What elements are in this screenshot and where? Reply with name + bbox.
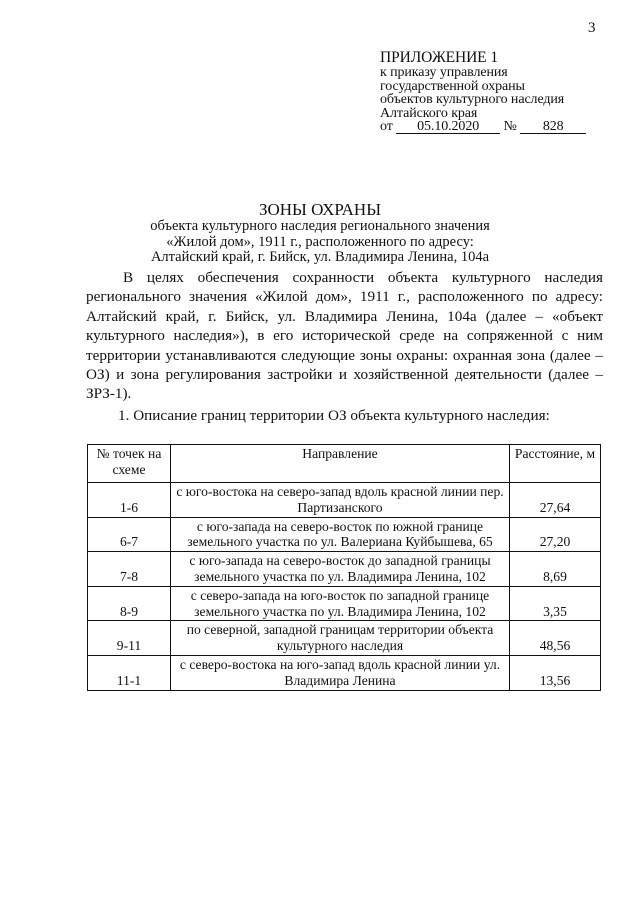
cell-direction: с юго-востока на северо-запад вдоль красной линии пер. Партизанского <box>171 483 510 518</box>
cell-points: 1-6 <box>88 483 171 518</box>
order-from-label: от <box>380 119 393 135</box>
cell-points: 6-7 <box>88 517 171 552</box>
appendix-title: ПРИЛОЖЕНИЕ 1 <box>380 49 498 66</box>
table-row <box>88 586 601 621</box>
cell-distance: 48,56 <box>510 621 601 656</box>
cell-distance: 27,20 <box>510 517 601 552</box>
order-date: 05.10.2020 <box>396 120 500 134</box>
title-line: объекта культурного наследия регионального значения <box>150 218 490 234</box>
table-row <box>88 517 601 552</box>
header-points: № точек на схеме <box>88 445 171 483</box>
table-header-row <box>88 445 601 483</box>
document-title-block <box>0 200 640 266</box>
appendix-line: Алтайского края <box>380 105 478 121</box>
header-distance: Расстояние, м <box>510 445 601 483</box>
boundary-table <box>87 444 601 691</box>
table-row <box>88 655 601 690</box>
appendix-line: объектов культурного наследия <box>380 92 565 108</box>
table-row <box>88 552 601 587</box>
order-number: 828 <box>520 120 586 134</box>
cell-direction: с северо-востока на юго-запад вдоль красной линии ул. Владимира Ленина <box>171 655 510 690</box>
page-number: 3 <box>588 20 596 36</box>
section-heading: 1. Описание границ территории ОЗ объекта культурного наследия: <box>118 407 550 424</box>
document-title: ЗОНЫ ОХРАНЫ <box>258 200 382 219</box>
cell-distance: 27,64 <box>510 483 601 518</box>
appendix-block <box>380 50 620 134</box>
body-text <box>86 268 603 404</box>
title-line: Алтайский край, г. Бийск, ул. Владимира Ленина, 104а <box>150 249 490 265</box>
intro-paragraph: В целях обеспечения сохранности объекта культурного наследия регионального значения «Жилой дом», 1911 г., расположенного по адресу: Алтайский край, г. Бийск, ул. Владимира Ленина, 104а (далее – «объект культурного наследия»), в его исторической среде на сопряженной с ним территории устанавливаются следующие зоны охраны: охранная зона (далее – ОЗ) и зона регулирования застройки и хозяйственной деятельности (далее – ЗРЗ-1). <box>86 269 603 403</box>
header-direction: Направление <box>171 445 510 483</box>
cell-direction: с юго-запада на северо-восток до западной границы земельного участка по ул. Владимира Ленина, 102 <box>171 552 510 587</box>
table-row <box>88 483 601 518</box>
cell-points: 7-8 <box>88 552 171 587</box>
cell-direction: с северо-запада на юго-восток по западной границе земельного участка по ул. Владимира Ленина, 102 <box>171 586 510 621</box>
appendix-line: государственной охраны <box>380 78 525 94</box>
cell-distance: 8,69 <box>510 552 601 587</box>
cell-distance: 13,56 <box>510 655 601 690</box>
order-line <box>380 120 620 134</box>
cell-distance: 3,35 <box>510 586 601 621</box>
cell-direction: по северной, западной границам территории объекта культурного наследия <box>171 621 510 656</box>
table-row <box>88 621 601 656</box>
cell-points: 8-9 <box>88 586 171 621</box>
cell-direction: с юго-запада на северо-восток по южной границе земельного участка по ул. Валериана Куйбышева, 65 <box>171 517 510 552</box>
appendix-line: к приказу управления <box>380 65 508 80</box>
order-number-sign: № <box>503 119 517 135</box>
cell-points: 9-11 <box>88 621 171 656</box>
title-line: «Жилой дом», 1911 г., расположенного по адресу: <box>166 233 474 250</box>
cell-points: 11-1 <box>88 655 171 690</box>
